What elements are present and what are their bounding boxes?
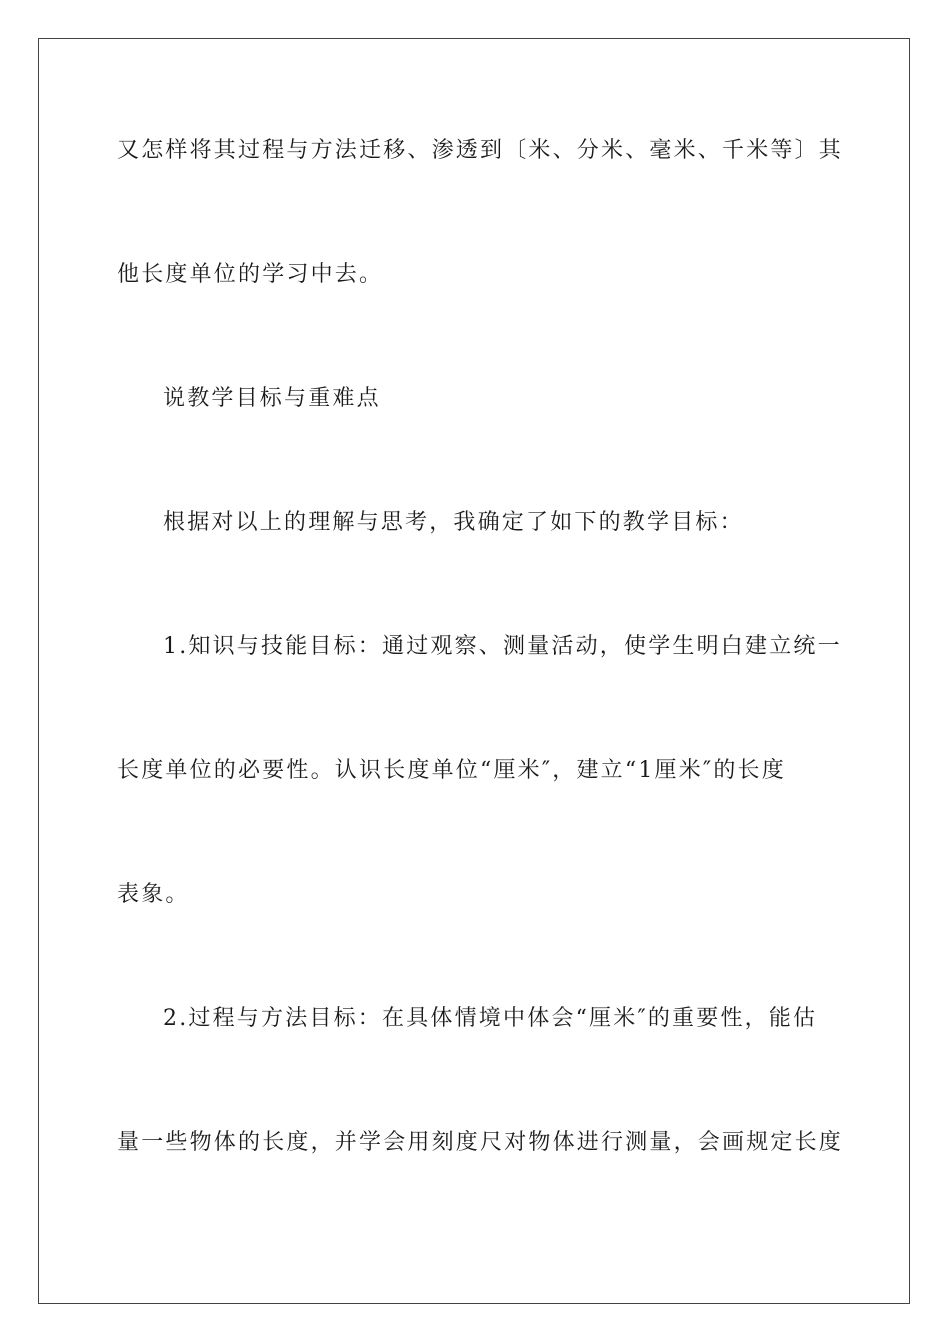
goal-1-line-3: 表象。 <box>117 882 190 907</box>
page-border <box>38 38 910 1304</box>
goal-2-line-2: 量一些物体的长度，并学会用刻度尺对物体进行测量，会画规定长度 <box>117 1130 844 1155</box>
goal-2-line-1: 2.过程与方法目标：在具体情境中体会“厘米″的重要性，能估 <box>163 1006 818 1031</box>
goal-1-line-2: 长度单位的必要性。认识长度单位“厘米″，建立“1厘米″的长度 <box>117 758 786 783</box>
section-heading: 说教学目标与重难点 <box>163 386 381 411</box>
paragraph-line-2: 他长度单位的学习中去。 <box>117 262 384 287</box>
goal-1-line-1: 1.知识与技能目标：通过观察、测量活动，使学生明白建立统一 <box>163 634 842 659</box>
paragraph-line-4: 根据对以上的理解与思考，我确定了如下的教学目标： <box>163 510 744 535</box>
paragraph-line-1: 又怎样将其过程与方法迁移、渗透到〔米、分米、毫米、千米等〕其 <box>117 138 844 163</box>
